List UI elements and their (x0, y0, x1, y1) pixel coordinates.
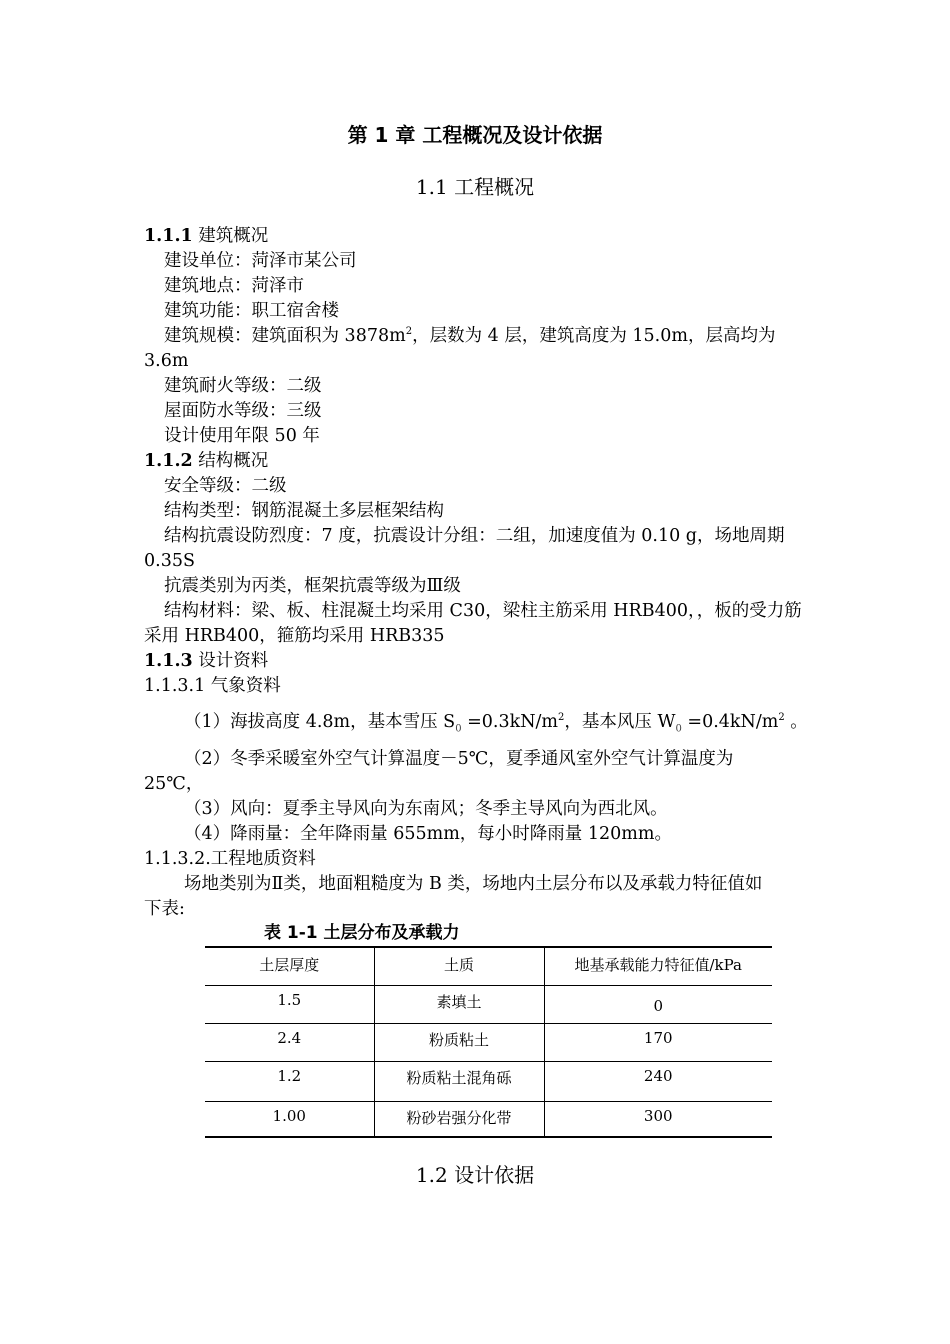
table-row (205, 1061, 772, 1101)
safety-grade: 安全等级：二级 (164, 476, 287, 496)
section-1-2-heading: 1.2 设计依据 (415, 1163, 535, 1187)
subsection-number: 1.1.2 (144, 451, 193, 471)
structure-material-wrap: 采用 HRB400，箍筋均采用 HRB335 (144, 626, 445, 646)
building-function: 建筑功能：职工宿舍楼 (164, 301, 339, 321)
weather-text: =0.4kN/m (681, 712, 779, 732)
weather-item-3: （3）风向：夏季主导风向为东南风；冬季主导风向为西北风。 (184, 799, 668, 819)
building-unit: 建设单位：菏泽市某公司 (164, 251, 357, 271)
weather-text: （1）海拔高度 4.8m，基本雪压 S (184, 712, 456, 732)
table-cell: 粉质粘土 (374, 1023, 544, 1061)
section-1-1-heading: 1.1 工程概况 (415, 175, 535, 199)
structure-type: 结构类型：钢筋混凝土多层框架结构 (164, 501, 444, 521)
subsection-number: 1.1.1 (144, 226, 193, 246)
table-cell: 170 (544, 1023, 772, 1061)
weather-text: =0.3kN/m (461, 712, 559, 732)
subscript: 0 (675, 723, 682, 735)
roof-waterproof: 屋面防水等级：三级 (164, 401, 322, 421)
subscript: 0 (455, 723, 462, 735)
seismic-info-wrap: 0.35S (144, 551, 195, 571)
structure-material: 结构材料：梁、板、柱混凝土均采用 C30，梁柱主筋采用 HRB400，，板的受力筋 (164, 601, 802, 621)
table-cell: 1.2 (205, 1061, 374, 1101)
table-header-cell: 地基承载能力特征值/kPa (544, 947, 772, 985)
table-cell: 2.4 (205, 1023, 374, 1061)
subsection-number: 1.1.3 (144, 651, 193, 671)
subsection-1-1-2-heading (144, 449, 268, 473)
geology-intro-wrap: 下表: (144, 899, 185, 919)
building-scale-wrap: 3.6m (144, 351, 189, 371)
table-cell: 1.00 (205, 1101, 374, 1137)
table-row (205, 985, 772, 1023)
table-cell: 300 (643, 1106, 673, 1125)
building-scale (164, 324, 775, 348)
geology-intro: 场地类别为Ⅱ类，地面粗糙度为 B 类，场地内土层分布以及承载力特征值如 (184, 874, 763, 894)
table-cell: 粉砂岩强分化带 (374, 1101, 544, 1137)
subsection-title: 设计资料 (192, 651, 269, 671)
design-life: 设计使用年限 50 年 (164, 426, 320, 446)
table-header-cell: 土质 (374, 947, 544, 985)
table-header-row (205, 947, 772, 985)
superscript: 2 (558, 712, 565, 724)
table-cell: 粉质粘土混角砾 (374, 1061, 544, 1101)
subsection-title: 建筑概况 (192, 226, 269, 246)
fire-rating: 建筑耐火等级：二级 (164, 376, 322, 396)
table-caption: 表 1-1 土层分布及承载力 (264, 923, 460, 943)
seismic-category: 抗震类别为丙类，框架抗震等级为Ⅲ级 (164, 576, 461, 596)
subsection-1-1-3-heading (144, 649, 268, 673)
superscript: 2 (778, 712, 785, 724)
building-scale-text-cont: ，层数为 4 层，建筑高度为 15.0m，层高均为 (412, 326, 776, 346)
soil-table (205, 946, 772, 1138)
weather-text: ，基本风压 W (564, 712, 676, 732)
subsection-1-1-1-heading (144, 224, 268, 248)
table-row (205, 1023, 772, 1061)
weather-item-1 (184, 710, 808, 734)
weather-heading: 1.1.3.1 气象资料 (144, 676, 281, 696)
weather-text: 。 (784, 712, 808, 732)
superscript: 2 (405, 326, 413, 338)
geology-heading: 1.1.3.2.工程地质资料 (144, 849, 316, 869)
subsection-title: 结构概况 (192, 451, 269, 471)
weather-item-2-wrap: 25℃， (144, 774, 204, 794)
weather-item-4: （4）降雨量：全年降雨量 655mm，每小时降雨量 120mm。 (184, 824, 672, 844)
table-cell: 1.5 (205, 985, 374, 1023)
table-cell: 240 (544, 1061, 772, 1101)
seismic-info: 结构抗震设防烈度：7 度，抗震设计分组：二组，加速度值为 0.10 g，场地周期 (164, 526, 785, 546)
table-row (205, 1101, 772, 1137)
table-header-cell: 土层厚度 (205, 947, 374, 985)
building-scale-text: 建筑规模：建筑面积为 3878m (164, 326, 406, 346)
chapter-title: 第 1 章 工程概况及设计依据 (347, 123, 603, 147)
table-cell: 素填土 (374, 985, 544, 1023)
table-cell: 0 (544, 985, 772, 1023)
building-location: 建筑地点：菏泽市 (164, 276, 304, 296)
weather-item-2: （2）冬季采暖室外空气计算温度－5℃，夏季通风室外空气计算温度为 (184, 749, 734, 769)
